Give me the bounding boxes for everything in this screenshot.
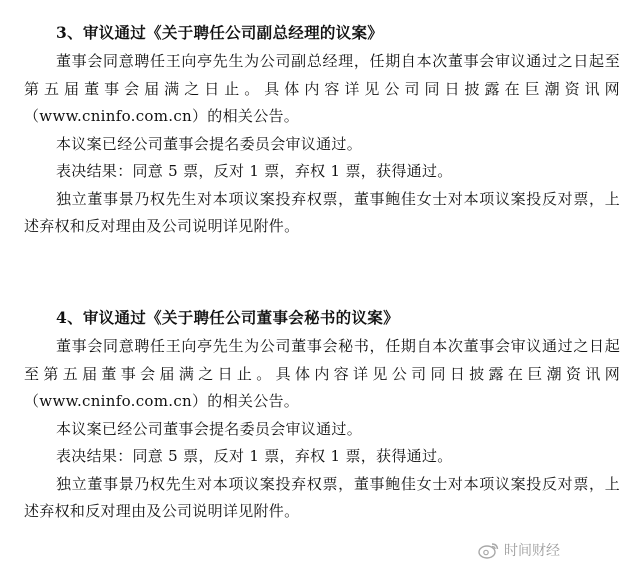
section-resolution-3 xyxy=(0,20,642,241)
watermark xyxy=(478,540,560,560)
section-heading: 3、审议通过《关于聘任公司副总经理的议案》 xyxy=(56,23,384,42)
paragraph: 董事会同意聘任王向亭先生为公司副总经理，任期自本次董事会审议通过之日起至第五届董事会届满之日止。具体内容详见公司同日披露在巨潮资讯网（www.cninfo.com.cn）的相关公告。 xyxy=(24,52,620,125)
section-resolution-4 xyxy=(0,305,642,526)
paragraph: 表决结果：同意 5 票，反对 1 票，弃权 1 票，获得通过。 xyxy=(56,447,453,465)
section-heading: 4、审议通过《关于聘任公司董事会秘书的议案》 xyxy=(56,308,399,327)
watermark-text: 时间财经 xyxy=(504,543,560,559)
paragraph: 本议案已经公司董事会提名委员会审议通过。 xyxy=(56,134,363,153)
paragraph: 表决结果：同意 5 票，反对 1 票，弃权 1 票，获得通过。 xyxy=(56,162,453,180)
paragraph: 独立董事景乃权先生对本项议案投弃权票，董事鲍佳女士对本项议案投反对票，上述弃权和反对理由及公司说明详见附件。 xyxy=(24,474,620,520)
weibo-icon xyxy=(478,541,500,559)
paragraph: 本议案已经公司董事会提名委员会审议通过。 xyxy=(56,419,363,438)
paragraph: 独立董事景乃权先生对本项议案投弃权票，董事鲍佳女士对本项议案投反对票，上述弃权和反对理由及公司说明详见附件。 xyxy=(24,189,620,235)
paragraph: 董事会同意聘任王向亭先生为公司董事会秘书，任期自本次董事会审议通过之日起至第五届董事会届满之日止。具体内容详见公司同日披露在巨潮资讯网（www.cninfo.com.cn）的相关公告。 xyxy=(24,337,620,410)
